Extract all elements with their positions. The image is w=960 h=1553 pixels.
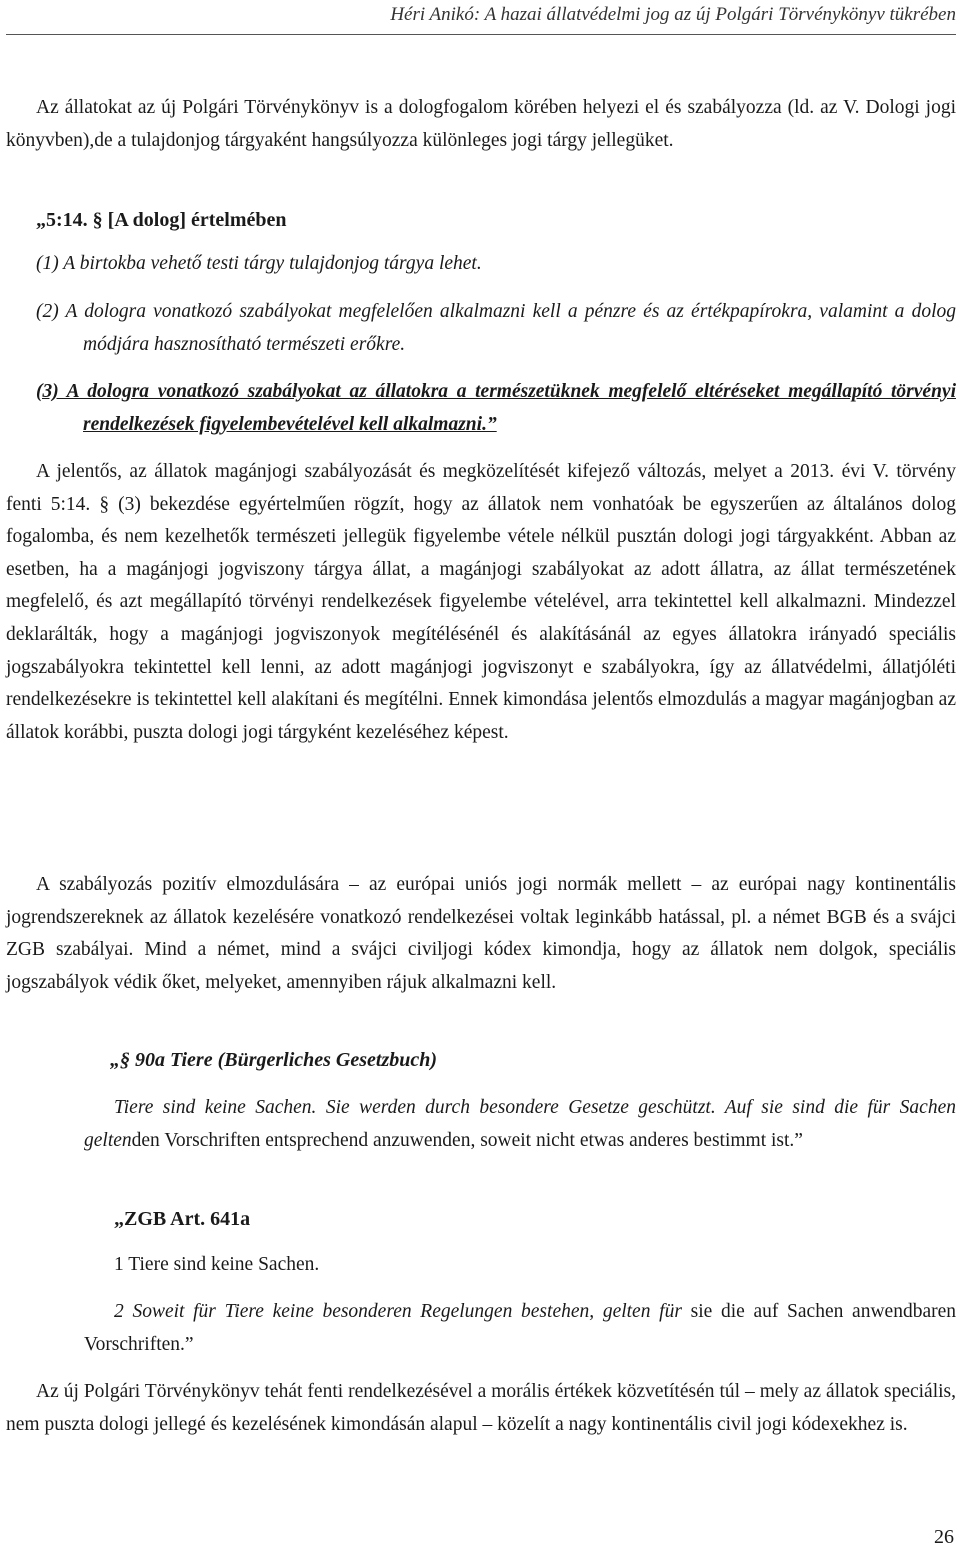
- zgb-clause-2: [84, 1296, 956, 1361]
- paragraph-conclusion: Az új Polgári Törvénykönyv tehát fenti rendelkezésével a morális értékek közvetítésén túl – mely az állatok speciális, nem puszta dologi jellegé és kezelésének kimondásán alapul – közelít a nagy kontinentális civil jogi kódexekhez is.: [6, 1381, 956, 1435]
- bgb-quote-plain: den Vorschriften entsprechend anzuwenden, soweit nicht etwas anderes bestimmt ist.”: [131, 1129, 803, 1151]
- paragraph-european: A szabályozás pozitív elmozdulására – az európai uniós jogi normák mellett – az európai nagy kontinentális jogrendszereknek az állatok kezelésére vonatkozó rendelkezései voltak leginkább hatással, pl. a német BGB és a svájci ZGB szabályai. Mind a német, mind a svájci civiljogi kódex kimondja, hogy az állatok nem dolgok, speciális jogszabályok védik őket, melyeket, amennyiben rájuk alkalmazni kell.: [6, 874, 956, 993]
- law-clause-3: (3) A dologra vonatkozó szabályokat az állatokra a természetüknek megfelelő eltéréseket megállapító törvényi rendelkezések figyelembevételével kell alkalmazni.”: [36, 381, 956, 435]
- paragraph-intro: Az állatokat az új Polgári Törvénykönyv is a dologfogalom körében helyezi el és szabályozza (ld. az V. Dologi jogi könyvben),de a tulajdonjog tárgyaként hangsúlyozza különleges jogi tárgy jellegüket.: [6, 97, 956, 151]
- bgb-title: „§ 90a Tiere (Bürgerliches Gesetzbuch): [110, 1049, 438, 1071]
- law-clause-2: (2) A dologra vonatkozó szabályokat megfelelően alkalmazni kell a pénzre és az értékpapírokra, valamint a dolog módjára hasznosítható természeti erőkre.: [36, 301, 956, 355]
- law-clause-1: (1) A birtokba vehető testi tárgy tulajdonjog tárgya lehet.: [36, 253, 482, 274]
- zgb-title: „ZGB Art. 641a: [114, 1208, 251, 1230]
- zgb-clause-1: 1 Tiere sind keine Sachen.: [114, 1254, 320, 1275]
- law-section-title: „5:14. § [A dolog] értelmében: [36, 209, 287, 231]
- zgb-clause-2-plain: sie die auf Sachen anwendbaren Vorschriften.”: [84, 1301, 957, 1355]
- page-number: 26: [934, 1526, 954, 1548]
- bgb-quote-italic: Tiere sind keine Sachen. Sie werden durch besondere Gesetze geschützt. Auf sie sind die für Sachen gelten: [84, 1097, 956, 1151]
- running-header: Héri Anikó: A hazai állatvédelmi jog az új Polgári Törvénykönyv tükrében: [6, 4, 956, 35]
- zgb-clause-2-italic: 2 Soweit für Tiere keine besonderen Regelungen bestehen, gelten für: [114, 1301, 682, 1322]
- paragraph-analysis: A jelentős, az állatok magánjogi szabályozását és megközelítését kifejező változás, melyet a 2013. évi V. törvény fenti 5:14. § (3) bekezdése egyértelműen rögzít, hogy az állatok nem vonhatóak be egyszerűen az általános dolog fogalomba, és nem kezelhetők természeti jellegük figyelembe vétele nélkül pusztán dologi jogi tárgyakként. Abban az esetben, ha a magánjogi jogviszony tárgya állat, a magánjogi szabályokat az adott állatra, az állat természetének megfelelő, és azt megállapító törvényi rendelkezések figyelembe vételével, arra tekintettel kell alkalmazni. Mindezzel deklarálták, hogy a magánjogi jogviszonyok megítélésénél és alakításánál az egyes állatokra irányadó speciális jogszabályokra tekintettel kell lenni, az adott magánjogi jogviszonyt e szabályokra, így az állatvédelmi, állatjóléti rendelkezésekre is tekintettel kell alakítani és megítélni. Ennek kimondása jelentős elmozdulás a magyar magánjogban az állatok korábbi, puszta dologi jogi tárgyként kezeléséhez képest.: [6, 461, 956, 743]
- bgb-quote: [84, 1092, 956, 1157]
